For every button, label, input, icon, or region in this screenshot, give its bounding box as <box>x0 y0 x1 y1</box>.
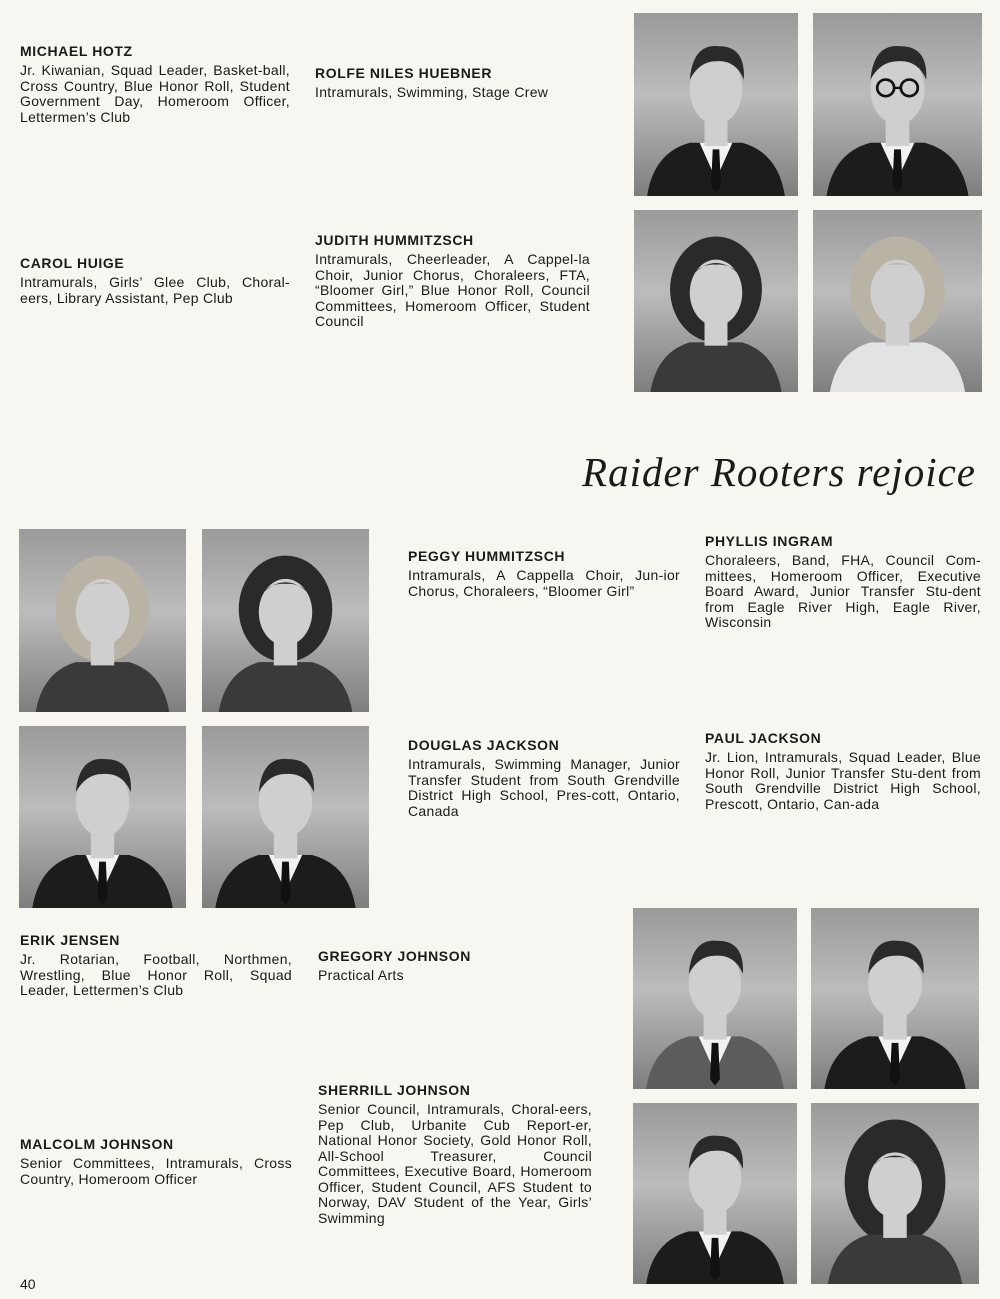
student-entry-judith-hummitzsch <box>315 232 590 330</box>
student-entry-gregory-johnson <box>318 948 590 984</box>
student-activities: Intramurals, Swimming, Stage Crew <box>315 84 549 100</box>
portrait-photo-jensen <box>633 908 797 1089</box>
student-name: ROLFE NILES HUEBNER <box>315 65 493 81</box>
student-name: GREGORY JOHNSON <box>318 948 471 964</box>
portrait-photo-douglas-jackson <box>19 726 186 908</box>
student-activities: Intramurals, Girls’ Glee Club, Choral-eers, Library Assistant, Pep Club <box>20 274 290 306</box>
student-name: SHERRILL JOHNSON <box>318 1082 471 1098</box>
student-activities: Intramurals, A Cappella Choir, Jun-ior Chorus, Choraleers, “Bloomer Girl” <box>408 567 680 599</box>
student-name: ERIK JENSEN <box>20 932 120 948</box>
student-activities: Jr. Lion, Intramurals, Squad Leader, Blue Honor Roll, Junior Transfer Stu-dent from South Grendville District High School, Prescott, Ontario, Can-ada <box>705 749 981 812</box>
portrait-photo-sherrill-johnson <box>633 1103 797 1284</box>
student-activities: Intramurals, Cheerleader, A Cappel-la Choir, Junior Chorus, Choraleers, FTA, “Bloomer Girl,” Blue Honor Roll, Council Committees, Homeroom Officer, Student Council <box>315 251 590 329</box>
student-activities: Jr. Rotarian, Football, Northmen, Wrestling, Blue Honor Roll, Squad Leader, Lettermen’s Club <box>20 951 292 998</box>
student-name: MICHAEL HOTZ <box>20 43 133 59</box>
portrait-photo-paul-jackson <box>202 726 369 908</box>
student-activities: Intramurals, Swimming Manager, Junior Transfer Student from South Grendville District High School, Pres-cott, Ontario, Canada <box>408 756 680 819</box>
portrait-photo-judith-hummitzsch <box>813 210 982 392</box>
portrait-photo-peggy-hummitzsch <box>19 529 186 712</box>
portrait-photo-gregory-johnson <box>811 908 979 1089</box>
student-entry-sherrill-johnson <box>318 1082 592 1226</box>
student-entry-paul-jackson <box>705 730 981 812</box>
student-name: PHYLLIS INGRAM <box>705 533 834 549</box>
student-name: DOUGLAS JACKSON <box>408 737 560 753</box>
portrait-photo-huebner <box>813 13 982 196</box>
student-name: PEGGY HUMMITZSCH <box>408 548 566 564</box>
student-activities: Choraleers, Band, FHA, Council Com-mittees, Homeroom Officer, Executive Board Award, Junior Transfer Stu-dent from Eagle River High, Eagle River, Wisconsin <box>705 552 981 630</box>
student-entry-ingram <box>705 533 981 631</box>
portrait-photo-malcolm-johnson <box>811 1103 979 1284</box>
student-entry-malcolm-johnson <box>20 1136 292 1187</box>
student-name: PAUL JACKSON <box>705 730 822 746</box>
student-activities: Senior Council, Intramurals, Choral-eers, Pep Club, Urbanite Cub Report-er, National Honor Society, Gold Honor Roll, All-School Treasurer, Council Committees, Executive Board, Homeroom Officer, Student Council, AFS Student to Norway, DAV Student of the Year, Girls’ Swimming <box>318 1101 592 1226</box>
student-entry-huebner <box>315 65 590 101</box>
student-activities: Practical Arts <box>318 967 404 983</box>
page-number: 40 <box>20 1276 36 1292</box>
portrait-photo-huige <box>634 210 798 392</box>
page-headline: Raider Rooters rejoice <box>582 449 976 495</box>
student-entry-douglas-jackson <box>408 737 680 819</box>
portrait-photo-hotz <box>634 13 798 196</box>
student-activities: Jr. Kiwanian, Squad Leader, Basket-ball, Cross Country, Blue Honor Roll, Student Government Day, Homeroom Officer, Lettermen’s Club <box>20 62 290 125</box>
student-name: MALCOLM JOHNSON <box>20 1136 174 1152</box>
student-entry-huige <box>20 255 290 306</box>
student-entry-peggy-hummitzsch <box>408 548 680 599</box>
student-entry-jensen <box>20 932 292 999</box>
student-activities: Senior Committees, Intramurals, Cross Country, Homeroom Officer <box>20 1155 292 1187</box>
portrait-photo-ingram <box>202 529 369 712</box>
student-name: JUDITH HUMMITZSCH <box>315 232 474 248</box>
student-name: CAROL HUIGE <box>20 255 125 271</box>
student-entry-hotz <box>20 43 290 125</box>
